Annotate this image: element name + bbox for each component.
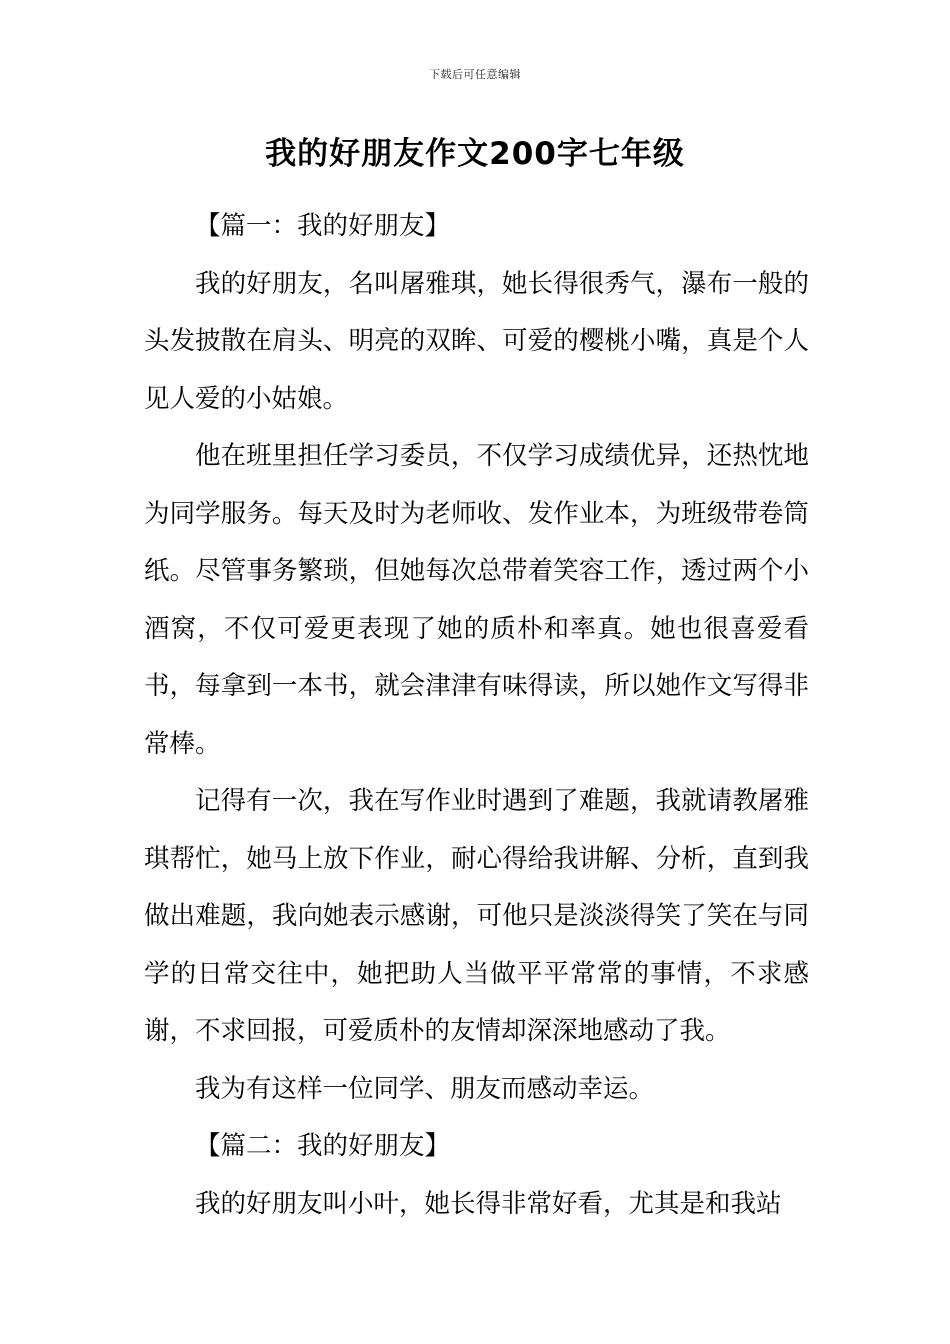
header-note: 下载后可任意编辑: [429, 68, 521, 81]
paragraph: 记得有一次，我在写作业时遇到了难题，我就请教屠雅琪帮忙，她马上放下作业，耐心得给我讲解、分析，直到我做出难题，我向她表示感谢，可他只是淡淡得笑了笑在与同学的日常交往中，她把助人当做平平常常的事情，不求感谢，不求回报，可爱质朴的友情却深深地感动了我。: [144, 786, 809, 1046]
paragraph: 我的好朋友叫小叶，她长得非常好看，尤其是和我站: [195, 1188, 782, 1219]
section-heading: 【篇一：我的好朋友】: [195, 211, 451, 241]
paragraph: 我的好朋友，名叫屠雅琪，她长得很秀气，瀑布一般的头发披散在肩头、明亮的双眸、可爱的樱桃小嘴，真是个人见人爱的小姑娘。: [144, 268, 809, 414]
section-2: [144, 1118, 809, 1233]
paragraph: 他在班里担任学习委员，不仅学习成绩优异，还热忱地为同学服务。每天及时为老师收、发作业本，为班级带卷筒纸。尽管事务繁琐，但她每次总带着笑容工作，透过两个小酒窝，不仅可爱更表现了她的质朴和率真。她也很喜爱看书，每拿到一本书，就会津津有味得读，所以她作文写得非常棒。: [144, 441, 809, 759]
document-body: [144, 198, 809, 1233]
paragraph: 我为有这样一位同学、朋友而感动幸运。: [195, 1073, 655, 1104]
section-heading: 【篇二：我的好朋友】: [195, 1131, 451, 1161]
document-title: 我的好朋友作文200字七年级: [265, 136, 685, 172]
section-1: [144, 198, 809, 1118]
